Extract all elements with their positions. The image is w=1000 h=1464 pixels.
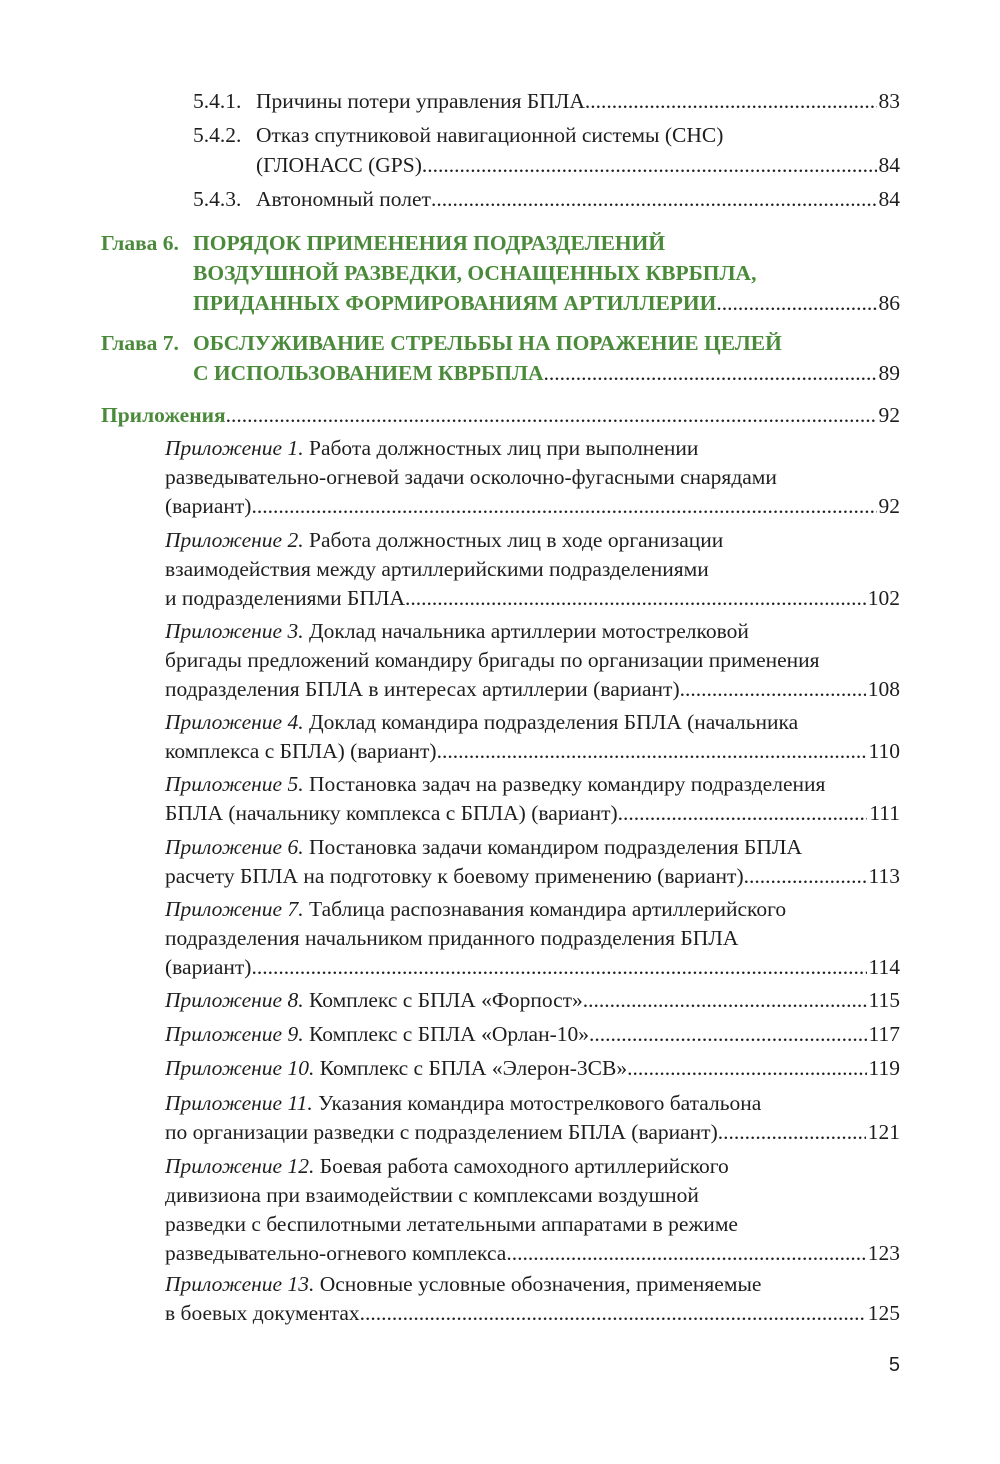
leader-dots [431, 184, 877, 208]
appendices-title: Приложения [101, 403, 226, 427]
leader-dots [680, 675, 866, 699]
appendix-title: Комплекс с БПЛА «Элерон-3СВ» [314, 1056, 628, 1080]
toc-appendix-12 [165, 1152, 900, 1268]
entry-label: 5.4.2. [193, 123, 242, 147]
leader-dots [627, 1054, 866, 1078]
toc-appendix-9 [165, 1020, 900, 1049]
appendix-title: Таблица распознавания командира артиллерийского [303, 897, 787, 921]
toc-appendix-7 [165, 895, 900, 982]
toc-appendix-3 [165, 617, 900, 704]
chapter-label: Глава 6. [101, 231, 179, 255]
appendix-title: Доклад начальника артиллерии мотострелковой [303, 619, 749, 643]
appendix-prefix: Приложение 8. [165, 988, 304, 1012]
page-ref: 123 [867, 1241, 900, 1265]
page-ref: 102 [867, 586, 900, 610]
toc-appendix-2 [165, 526, 900, 613]
appendix-prefix: Приложение 12. [165, 1154, 315, 1178]
toc-appendix-11 [165, 1089, 900, 1147]
appendix-title: Доклад командира подразделения БПЛА (начальника [303, 710, 799, 734]
toc-appendix-5 [165, 770, 900, 828]
page-ref: 92 [878, 494, 900, 518]
toc-appendix-10 [165, 1054, 900, 1083]
appendix-title-cont: в боевых документах [165, 1301, 360, 1325]
toc-appendix-13 [165, 1270, 900, 1328]
page-ref: 108 [867, 677, 900, 701]
appendix-title-cont: подразделения начальником приданного подразделения БПЛА [165, 926, 739, 950]
appendix-prefix: Приложение 5. [165, 772, 304, 796]
appendix-prefix: Приложение 6. [165, 835, 304, 859]
toc-entry-5-4-2 [193, 120, 900, 180]
page-ref: 86 [878, 291, 900, 315]
leader-dots [716, 288, 876, 312]
page-ref: 117 [868, 1022, 900, 1046]
appendix-prefix: Приложение 13. [165, 1272, 315, 1296]
chapter-title-cont: С ИСПОЛЬЗОВАНИЕМ КВРБПЛА [193, 361, 544, 385]
leader-dots [437, 737, 867, 761]
appendix-title-cont: расчету БПЛА на подготовку к боевому применению (вариант) [165, 864, 744, 888]
leader-dots [360, 1299, 866, 1323]
toc-appendix-6 [165, 833, 900, 891]
page-ref: 84 [878, 153, 900, 177]
entry-title-cont: (ГЛОНАСС (GPS) [256, 153, 422, 177]
appendix-title-cont: разведки с беспилотными летательными аппаратами в режиме [165, 1212, 738, 1236]
appendix-title: Работа должностных лиц при выполнении [303, 436, 699, 460]
appendix-title-cont: (вариант) [165, 955, 252, 979]
toc-appendices-header [101, 400, 900, 430]
leader-dots [422, 150, 877, 174]
leader-dots [405, 584, 866, 608]
leader-dots [744, 862, 867, 886]
appendix-title: Работа должностных лиц в ходе организации [303, 528, 724, 552]
page-ref: 121 [867, 1120, 900, 1144]
appendix-prefix: Приложение 2. [165, 528, 304, 552]
appendix-title-cont: комплекса с БПЛА) (вариант) [165, 739, 437, 763]
leader-dots [251, 492, 876, 516]
appendix-title: Основные условные обозначения, применяемые [314, 1272, 762, 1296]
appendix-title-cont: (вариант) [165, 494, 252, 518]
chapter-title-cont: ПРИДАННЫХ ФОРМИРОВАНИЯМ АРТИЛЛЕРИИ [193, 291, 717, 315]
appendix-title: Постановка задач на разведку командиру подразделения [303, 772, 826, 796]
page-ref: 89 [878, 361, 900, 385]
toc-chapter-6 [101, 228, 900, 318]
appendix-title-cont: БПЛА (начальнику комплекса с БПЛА) (вариант) [165, 801, 618, 825]
entry-title: Автономный полет [256, 187, 431, 211]
leader-dots [718, 1118, 866, 1142]
page-ref: 125 [867, 1301, 900, 1325]
appendix-title-cont: бригады предложений командиру бригады по организации применения [165, 648, 820, 672]
appendix-title-cont: дивизиона при взаимодействии с комплексами воздушной [165, 1183, 699, 1207]
appendix-prefix: Приложение 10. [165, 1056, 315, 1080]
appendix-prefix: Приложение 1. [165, 436, 304, 460]
entry-label: 5.4.1. [193, 89, 242, 113]
page-ref: 111 [869, 801, 900, 825]
page-ref: 92 [878, 403, 900, 427]
appendix-title: Указания командира мотострелкового батальона [312, 1091, 762, 1115]
appendix-title: Постановка задачи командиром подразделения БПЛА [303, 835, 803, 859]
appendix-title-cont: и подразделениями БПЛА [165, 586, 405, 610]
chapter-title: ОБСЛУЖИВАНИЕ СТРЕЛЬБЫ НА ПОРАЖЕНИЕ ЦЕЛЕЙ [193, 331, 782, 355]
toc-entry-5-4-3 [193, 184, 900, 214]
appendix-prefix: Приложение 4. [165, 710, 304, 734]
toc-appendix-4 [165, 708, 900, 766]
entry-label: 5.4.3. [193, 187, 242, 211]
leader-dots [589, 1020, 867, 1044]
appendix-title: Комплекс с БПЛА «Форпост» [303, 988, 583, 1012]
page-ref: 113 [868, 864, 900, 888]
page-ref: 84 [878, 187, 900, 211]
chapter-title-cont: ВОЗДУШНОЙ РАЗВЕДКИ, ОСНАЩЕННЫХ КВРБПЛА, [193, 261, 757, 285]
page-ref: 119 [868, 1056, 900, 1080]
leader-dots [226, 400, 877, 424]
leader-dots [544, 358, 877, 382]
page-number: 5 [888, 1354, 900, 1376]
appendix-title-cont: разведывательно-огневого комплекса [165, 1241, 507, 1265]
appendix-title-cont: подразделения БПЛА в интересах артиллерии (вариант) [165, 677, 680, 701]
toc-appendix-1 [165, 434, 900, 521]
appendix-title-cont: по организации разведки с подразделением БПЛА (вариант) [165, 1120, 718, 1144]
leader-dots [506, 1239, 865, 1263]
page-ref: 114 [868, 955, 900, 979]
appendix-prefix: Приложение 3. [165, 619, 304, 643]
leader-dots [583, 986, 867, 1010]
toc-chapter-7 [101, 328, 900, 388]
leader-dots [251, 953, 866, 977]
appendix-title-cont: разведывательно-огневой задачи осколочно-фугасными снарядами [165, 465, 777, 489]
toc-entry-5-4-1 [193, 86, 900, 116]
appendix-title: Комплекс с БПЛА «Орлан-10» [303, 1022, 590, 1046]
entry-title: Причины потери управления БПЛА [256, 89, 585, 113]
leader-dots [585, 86, 877, 110]
appendix-prefix: Приложение 11. [165, 1091, 313, 1115]
appendix-prefix: Приложение 9. [165, 1022, 304, 1046]
appendix-title-cont: взаимодействия между артиллерийскими подразделениями [165, 557, 709, 581]
chapter-label: Глава 7. [101, 331, 179, 355]
page-ref: 83 [878, 89, 900, 113]
appendix-title: Боевая работа самоходного артиллерийского [314, 1154, 729, 1178]
page-ref: 110 [868, 739, 900, 763]
page-ref: 115 [868, 988, 900, 1012]
leader-dots [618, 799, 868, 823]
entry-title: Отказ спутниковой навигационной системы (СНС) [256, 123, 724, 147]
toc-appendix-8 [165, 986, 900, 1015]
appendix-prefix: Приложение 7. [165, 897, 304, 921]
chapter-title: ПОРЯДОК ПРИМЕНЕНИЯ ПОДРАЗДЕЛЕНИЙ [193, 231, 666, 255]
